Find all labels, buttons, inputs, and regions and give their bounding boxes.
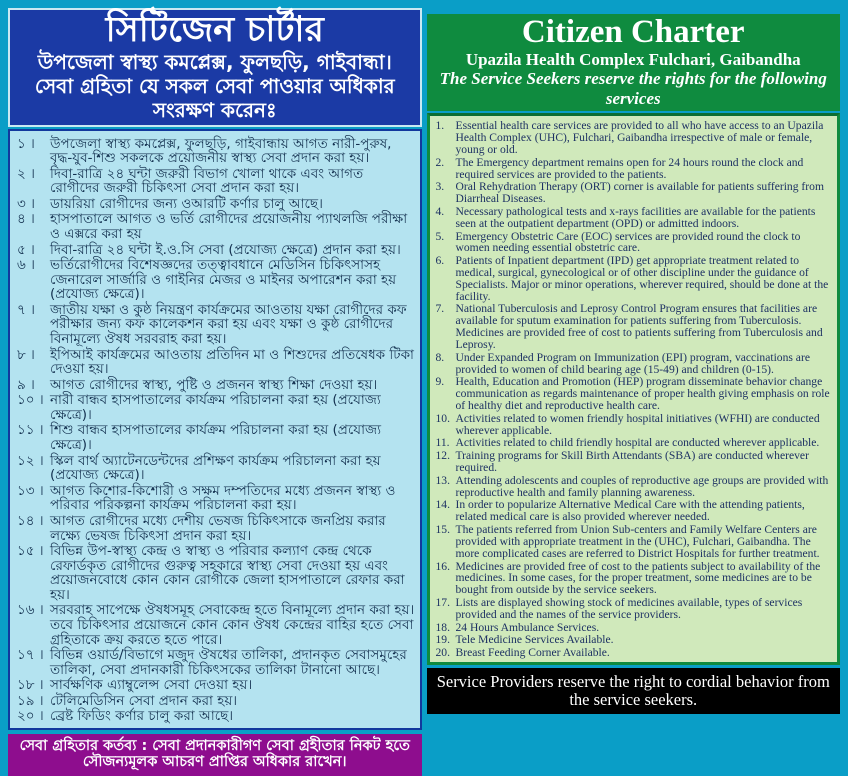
list-item-number: ৯ । xyxy=(17,376,35,393)
list-item-text: In order to popularize Alternative Medical Care with the attending patients, related medical care is also provided wherever needed. xyxy=(455,498,805,524)
list-item-text: 24 Hours Ambulance Services. xyxy=(455,620,600,634)
list-item-number: 9. xyxy=(435,375,445,389)
list-item xyxy=(436,413,834,437)
list-item xyxy=(436,622,834,634)
list-item-number: 3. xyxy=(435,180,445,194)
list-item-text: Attending adolescents and couples of reproductive age groups are provided with reproductive health and family planning awareness. xyxy=(455,473,829,499)
list-item-number: ১৭ । xyxy=(17,647,44,664)
list-item-number: ৩ । xyxy=(17,195,35,212)
list-item xyxy=(436,352,834,376)
list-item xyxy=(436,597,834,621)
list-item-number: ৭ । xyxy=(17,301,35,318)
list-item xyxy=(436,450,834,474)
english-tagline: The Service Seekers reserve the rights for the following services xyxy=(439,69,827,108)
list-item-text: স্কিল বার্থ অ্যাটেনডেন্টদের প্রশিক্ষণ কার্যক্রম পরিচালনা করা হয় (প্রযোজ্য ক্ষেত্রে)। xyxy=(50,452,381,484)
list-item xyxy=(436,561,834,596)
list-item xyxy=(436,524,834,559)
list-item xyxy=(436,255,834,302)
bengali-subtitle: উপজেলা স্বাস্থ্য কমপ্লেক্স, ফুলছড়ি, গাইবান্ধা। xyxy=(37,49,392,74)
bengali-footer-bar: সেবা গ্রহিতার কর্তব্য : সেবা প্রদানকারীগণ সেবা গ্রহীতার নিকট হতে সৌজন্যমূলক আচরণ প্রাপ্তির অধিকার রাখেন। xyxy=(8,734,422,776)
list-item-number: ৫ । xyxy=(17,241,35,258)
list-item xyxy=(436,499,834,523)
list-item-text: আগত কিশোর-কিশোরী ও সক্ষম দম্পতিদের মধ্যে প্রজনন স্বাস্থ্য ও পরিবার পরিকল্পনা কার্যক্রম পরিচালনা করা হয়। xyxy=(50,482,396,514)
list-item-text: নারী বান্ধব হাসপাতালের কার্যক্রম পরিচালনা করা হয় (প্রযোজ্য ক্ষেত্রে)। xyxy=(50,392,381,423)
list-item-text: Necessary pathological tests and x-rays facilities are available for the patients seen at the outpatient department (OPD) or admitted indoors. xyxy=(455,204,816,230)
list-item-text: The Emergency department remains open for 24 hours round the clock and required services are provided to the patients. xyxy=(455,155,804,181)
list-item-number: ১ । xyxy=(17,135,35,152)
list-item-text: Lists are displayed showing stock of medicines available, types of services provided and the names of the service providers. xyxy=(455,595,803,621)
list-item-number: 20. xyxy=(435,646,450,660)
list-item-number: 15. xyxy=(435,523,450,537)
english-subtitle: Upazila Health Complex Fulchari, Gaibandha xyxy=(465,49,801,69)
bengali-panel xyxy=(8,8,422,770)
list-item-text: উপজেলা স্বাস্থ্য কমপ্লেক্স, ফুলছড়ি, গাইবান্ধায় আগত নারী-পুরুষ, বৃদ্ধ-যুব-শিশু সকলকে প্রয়োজনীয় স্বাস্থ্য সেবা প্রদান করা হয়। xyxy=(50,135,392,167)
list-item-number: ১২ । xyxy=(17,452,44,469)
list-item-text: Tele Medicine Services Available. xyxy=(455,633,614,647)
english-panel xyxy=(427,8,841,710)
list-item xyxy=(17,423,417,452)
list-item-text: Emergency Obstetric Care (EOC) services are provided round the clock to women needing essential obstetric care. xyxy=(455,229,801,255)
list-item xyxy=(436,231,834,255)
english-header xyxy=(427,14,841,111)
list-item-number: 17. xyxy=(435,595,450,609)
list-item-text: আগত রোগীদের মধ্যে দেশীয় ভেষজ চিকিৎসাকে জনপ্রিয় করার লক্ষ্যে ভেষজ চিকিৎসা প্রদান করা হয়। xyxy=(50,512,386,544)
list-item-number: ১৯ । xyxy=(17,692,44,709)
list-item-number: ১৩ । xyxy=(17,482,44,499)
list-item xyxy=(17,603,417,647)
list-item xyxy=(436,303,834,350)
list-item xyxy=(17,137,417,166)
list-item-number: ৪ । xyxy=(17,211,35,228)
list-item xyxy=(17,197,417,212)
list-item xyxy=(436,376,834,411)
list-item-text: ইপিআই কার্যক্রমের আওতায় প্রতিদিন মা ও শিশুদের প্রতিষেধক টিকা দেওয়া হয়। xyxy=(50,346,414,378)
list-item-number: 5. xyxy=(435,229,445,243)
bengali-title: সিটিজেন চার্টার xyxy=(105,10,324,50)
list-item-number: ১৬ । xyxy=(17,602,44,619)
list-item-number: 12. xyxy=(435,449,450,463)
list-item-number: 2. xyxy=(435,155,445,169)
list-item-number: ১০ । xyxy=(17,392,44,409)
list-item-text: Activities related to child friendly hospital are conducted wherever applicable. xyxy=(455,436,820,450)
list-item xyxy=(17,243,417,258)
list-item-text: Training programs for Skill Birth Attendants (SBA) are conducted wherever required. xyxy=(455,449,809,475)
list-item xyxy=(436,634,834,646)
list-item-number: 10. xyxy=(435,411,450,425)
list-item xyxy=(436,120,834,155)
list-item xyxy=(17,348,417,377)
list-item xyxy=(17,258,417,302)
list-item-text: হাসপাতালে আগত ও ভর্তি রোগীদের প্রয়োজনীয় প্যাথলজি পরীক্ষা ও এক্সরে করা হয় xyxy=(50,211,408,242)
list-item-text: ব্রেষ্ট ফিডিং কর্ণার চালু করা আছে। xyxy=(50,708,234,725)
list-item-number: 1. xyxy=(435,119,445,133)
list-item xyxy=(17,303,417,347)
list-item-text: সরবরাহ সাপেক্ষে ঔষধসমূহ সেবাকেন্দ্র হতে বিনামূল্যে প্রদান করা হয়। তবে চিকিৎসার প্রয়োজনে কোন কোন ঔষধ কেন্দ্রের বাহির হতে সেবা গ্রহিতাকে ক্রয় করতে হতে পারে। xyxy=(50,602,415,648)
list-item-number: 13. xyxy=(435,473,450,487)
list-item-number: ২০ । xyxy=(17,708,44,725)
list-item-number: 14. xyxy=(435,498,450,512)
bengali-tagline: সেবা গ্রহিতা যে সকল সেবা পাওয়ার অধিকার সংরক্ষণ করেনঃ xyxy=(34,73,395,122)
list-item xyxy=(17,212,417,241)
list-item-text: শিশু বান্ধব হাসপাতালের কার্যক্রম পরিচালনা করা হয় (প্রযোজ্য ক্ষেত্রে)। xyxy=(50,422,381,454)
list-item-text: Breast Feeding Corner Available. xyxy=(455,646,610,660)
list-item-number: ১৪ । xyxy=(17,512,44,529)
list-item xyxy=(17,709,417,724)
list-item-text: Activities related to women friendly hospital initiatives (WFHI) are conducted wherever applicable. xyxy=(455,411,820,437)
list-item xyxy=(17,167,417,196)
list-item-number: 11. xyxy=(435,436,450,450)
list-item-text: আগত রোগীদের স্বাস্থ্য, পুষ্টি ও প্রজনন স্বাস্থ্য শিক্ষা দেওয়া হয়। xyxy=(50,376,378,393)
list-item-number: ৮ । xyxy=(17,346,35,363)
list-item xyxy=(17,454,417,483)
list-item-number: 18. xyxy=(435,620,450,634)
english-title: Citizen Charter xyxy=(521,14,745,50)
list-item xyxy=(436,437,834,449)
list-item-text: দিবা-রাত্রি ২৪ ঘন্টা জরুরী বিভাগ খোলা থাকে এবং আগত রোগীদের জরুরী চিকিৎসা সেবা প্রদান করা হয়। xyxy=(50,165,364,197)
list-item-text: বিভিন্ন ওয়ার্ড/বিভাগে মজুদ ঔষধের তালিকা, প্রদানকৃত সেবাসমুহের তালিকা, সেবা প্রদানকারী চিকিৎসকের তালিকা টানানো আছে। xyxy=(50,647,407,678)
list-item-text: বিভিন্ন উপ-স্বাস্থ্য কেন্দ্র ও স্বাস্থ্য ও পরিবার কল্যাণ কেন্দ্র থেকে রেফার্ডকৃত রোগীদের গুরুত্ব সহকারে স্বাস্থ্য সেবা দেওয়া হয় এবং প্রয়োজনবোধে কোন কোন রোগীকে জেলা হাসপাতালে রেফার করা হয়। xyxy=(50,543,405,603)
list-item-text: সার্বক্ষণিক এ্যাম্বুলেন্স সেবা দেওয়া হয়। xyxy=(50,677,253,694)
list-item-text: National Tuberculosis and Leprosy Control Program ensures that facilities are available for sputum examination for patients suffering from Tuberculosis. Medicines are provided free of cost to patients suffering from Tuberculosis and Leprosy. xyxy=(455,302,823,351)
bengali-service-list xyxy=(8,129,422,731)
list-item xyxy=(436,475,834,499)
list-item xyxy=(17,393,417,422)
list-item-text: Oral Rehydration Therapy (ORT) corner is available for patients suffering from Diarrheal Diseases. xyxy=(455,180,824,206)
bengali-header xyxy=(8,8,422,127)
list-item-text: The patients referred from Union Sub-centers and Family Welfare Centers are provided with appropriate treatment in the (UHC), Fulchari, Gaibandha. The more complicated cases are referred to District Hospitals for further treatment. xyxy=(455,523,820,560)
list-item-number: ২ । xyxy=(17,165,35,182)
list-item-number: ৬ । xyxy=(17,257,35,274)
list-item-number: ১৮ । xyxy=(17,677,44,694)
english-footer-bar: Service Providers reserve the right to cordial behavior from the service seekers. xyxy=(427,668,841,714)
english-service-list xyxy=(427,113,841,665)
list-item-number: 16. xyxy=(435,559,450,573)
list-item-text: Under Expanded Program on Immunization (EPI) program, vaccinations are provided to women of child bearing age (15-49) and children (0-15). xyxy=(455,350,810,376)
list-item-text: Medicines are provided free of cost to the patients subject to availability of the medicines. In some cases, for the proper treatment, some medicines are to be bought from outside by the service seekers. xyxy=(455,559,821,597)
list-item-number: 4. xyxy=(435,204,445,218)
list-item xyxy=(436,181,834,205)
list-item-text: দিবা-রাত্রি ২৪ ঘন্টা ই.ও.সি সেবা (প্রযোজ্য ক্ষেত্রে) প্রদান করা হয়। xyxy=(50,241,401,258)
list-item-text: ভর্তিরোগীদের বিশেষজ্ঞদের তত্ত্বাবধানে মেডিসিন চিকিৎসাসহ জেনারেল সার্জারি ও গাইনির মেজর ও মাইনর অপারেশন করা হয় (প্রযোজ্য ক্ষেত্রে)। xyxy=(50,257,397,303)
list-item-text: জাতীয় যক্ষা ও কুষ্ঠ নিয়ন্ত্রণ কার্যক্রমের আওতায় যক্ষা রোগীদের কফ পরীক্ষার জন্য কফ কালেকশন করা হয় এবং যক্ষা ও কুষ্ঠ রোগীদের বিনামূল্যে ঔষধ সরবরাহ করা হয়। xyxy=(50,301,407,348)
list-item xyxy=(17,678,417,693)
list-item xyxy=(17,514,417,543)
list-item xyxy=(436,157,834,181)
list-item xyxy=(17,648,417,677)
list-item-number: ১৫ । xyxy=(17,543,44,560)
list-item-text: Health, Education and Promotion (HEP) program disseminate behavior change communication as regards maintenance of proper health giving emphasis on role of healthy diet and reproductive health care. xyxy=(455,375,830,412)
list-item xyxy=(17,544,417,602)
list-item xyxy=(17,694,417,709)
list-item-number: 8. xyxy=(435,350,445,364)
list-item-text: ডায়রিয়া রোগীদের জন্য ওআরটি কর্ণার চালু আছে। xyxy=(50,195,323,212)
list-item-number: 7. xyxy=(435,302,445,316)
list-item xyxy=(17,378,417,393)
list-item-text: Essential health care services are provided to all who have access to an Upazila Health Complex (UHC), Fulchari, Gaibandha irrespective of male or female, young or old. xyxy=(455,119,824,156)
list-item-number: ১১ । xyxy=(17,422,44,439)
list-item xyxy=(436,206,834,230)
list-item-number: 6. xyxy=(435,254,445,268)
list-item-number: 19. xyxy=(435,633,450,647)
list-item-text: Patients of Inpatient department (IPD) get appropriate treatment related to medical, surgical, gynecological or of other discipline under the guidance of Specialists. Major or minor operations, wherever required, should be done at the facility. xyxy=(455,254,829,303)
list-item xyxy=(17,484,417,513)
list-item-text: টেলিমেডিসিন সেবা প্রদান করা হয়। xyxy=(50,692,238,709)
list-item xyxy=(436,647,834,659)
